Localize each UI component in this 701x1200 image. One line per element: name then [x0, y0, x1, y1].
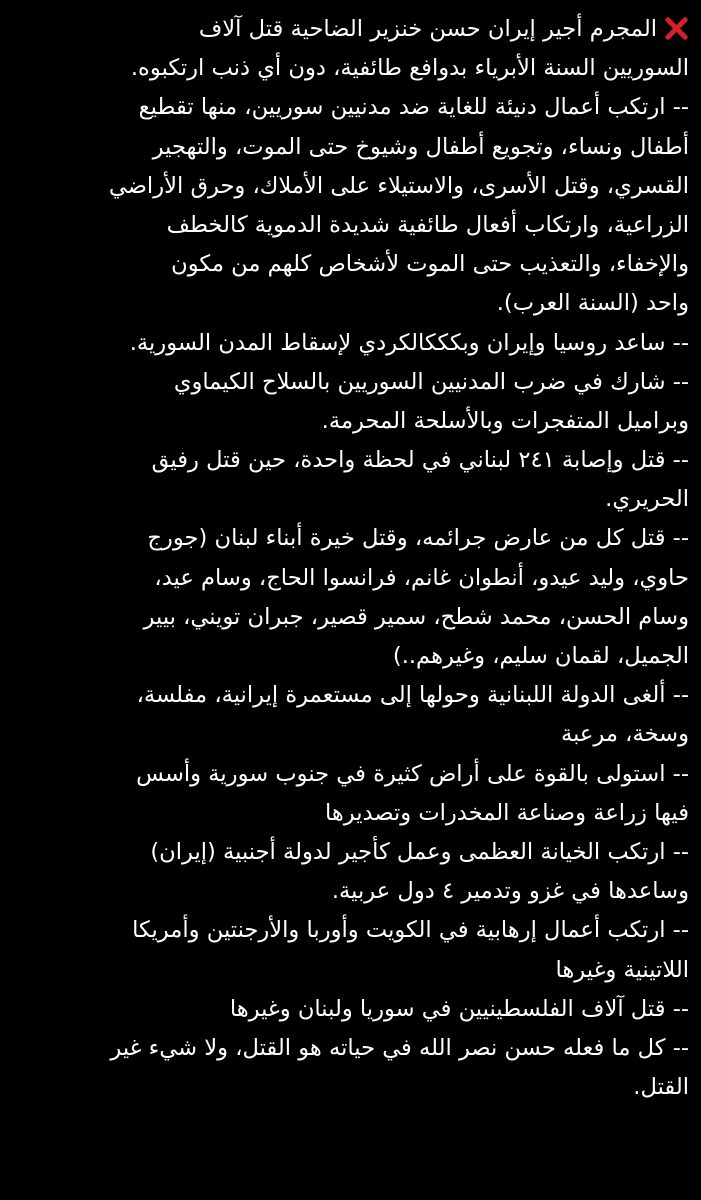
text-line-content: -- ألغى الدولة اللبنانية وحولها إلى مستعمرة إيرانية، مفلسة،	[136, 682, 689, 709]
text-line	[10, 284, 689, 323]
text-line	[10, 794, 689, 833]
text-line	[10, 10, 689, 49]
text-line-content: فيها زراعة وصناعة المخدرات وتصديرها	[324, 799, 689, 826]
text-line	[10, 128, 689, 167]
text-line-content: -- ارتكب أعمال إرهابية في الكويت وأوربا والأرجنتين وأمريكا	[132, 917, 689, 944]
text-line	[10, 324, 689, 363]
text-line	[10, 441, 689, 480]
text-line-content: -- قتل وإصابة ٢٤١ لبناني في لحظة واحدة، حين قتل رفيق	[151, 447, 689, 474]
text-line	[10, 1029, 689, 1068]
cross-mark-icon	[663, 16, 689, 40]
text-line	[10, 676, 689, 715]
text-line-content: -- كل ما فعله حسن نصر الله في حياته هو القتل، ولا شيء غير	[110, 1034, 689, 1061]
text-line	[10, 245, 689, 284]
text-line	[10, 598, 689, 637]
text-line-content: والإخفاء، والتعذيب حتى الموت لأشخاص كلهم من مكون	[171, 251, 689, 278]
text-line-content: الجميل، لقمان سليم، وغيرهم..)	[392, 643, 689, 669]
text-line-content: المجرم أجير إيران حسن خنزير الضاحية قتل آلاف	[198, 16, 657, 42]
text-line-content: وساعدها في غزو وتدمير ٤ دول عربية.	[331, 878, 689, 905]
text-line-content: -- قتل آلاف الفلسطينيين في سوريا ولبنان وغيرها	[229, 995, 689, 1022]
text-line-content: وسام الحسن، محمد شطح، سمير قصير، جبران تويني، بيير	[143, 603, 689, 630]
text-line	[10, 363, 689, 402]
text-line	[10, 167, 689, 206]
text-line	[10, 88, 689, 127]
text-line-content: الزراعية، وارتكاب أفعال طائفية شديدة الدموية كالخطف	[166, 211, 689, 238]
text-line-content: -- قتل كل من عارض جرائمه، وقتل خيرة أبناء لبنان (جورج	[147, 525, 689, 552]
text-line-content: حاوي، وليد عيدو، أنطوان غانم، فرانسوا الحاج، وسام عيد،	[154, 564, 689, 591]
text-line	[10, 480, 689, 519]
text-line-content: -- ارتكب الخيانة العظمى وعمل كأجير لدولة أجنبية (إيران)	[150, 838, 689, 865]
text-line	[10, 990, 689, 1029]
text-line-content: القسري، وقتل الأسرى، والاستيلاء على الأملاك، وحرق الأراضي	[108, 172, 689, 199]
text-line-content: أطفال ونساء، وتجويع أطفال وشيوخ حتى الموت، والتهجير	[152, 133, 689, 160]
text-line-content: واحد (السنة العرب).	[496, 290, 689, 317]
text-line	[10, 519, 689, 558]
text-line-content: وبراميل المتفجرات وبالأسلحة المحرمة.	[321, 407, 689, 434]
text-line-content: -- ارتكب أعمال دنيئة للغاية ضد مدنيين سوريين، منها تقطيع	[138, 94, 689, 121]
text-line	[10, 911, 689, 950]
text-line-content: الحريري.	[605, 486, 689, 513]
text-line-content: القتل.	[633, 1074, 689, 1101]
text-line	[10, 951, 689, 990]
text-line-content: -- استولى بالقوة على أراض كثيرة في جنوب سورية وأسس	[136, 760, 689, 787]
text-line-content: السوريين السنة الأبرياء بدوافع طائفية، دون أي ذنب ارتكبوه.	[130, 55, 689, 82]
text-line	[10, 872, 689, 911]
text-line	[10, 833, 689, 872]
text-line-content: اللاتينية وغيرها	[555, 956, 689, 983]
text-line-content: وسخة، مرعبة	[561, 721, 689, 748]
text-line-content: -- ساعد روسيا وإيران وبكككالكردي لإسقاط المدن السورية.	[129, 329, 689, 356]
text-line-content: -- شارك في ضرب المدنيين السوريين بالسلاح الكيماوي	[173, 368, 689, 395]
text-line	[10, 637, 689, 676]
text-line	[10, 755, 689, 794]
text-line	[10, 1068, 689, 1107]
text-line	[10, 715, 689, 754]
text-line	[10, 402, 689, 441]
text-line	[10, 206, 689, 245]
text-line	[10, 559, 689, 598]
text-line	[10, 49, 689, 88]
